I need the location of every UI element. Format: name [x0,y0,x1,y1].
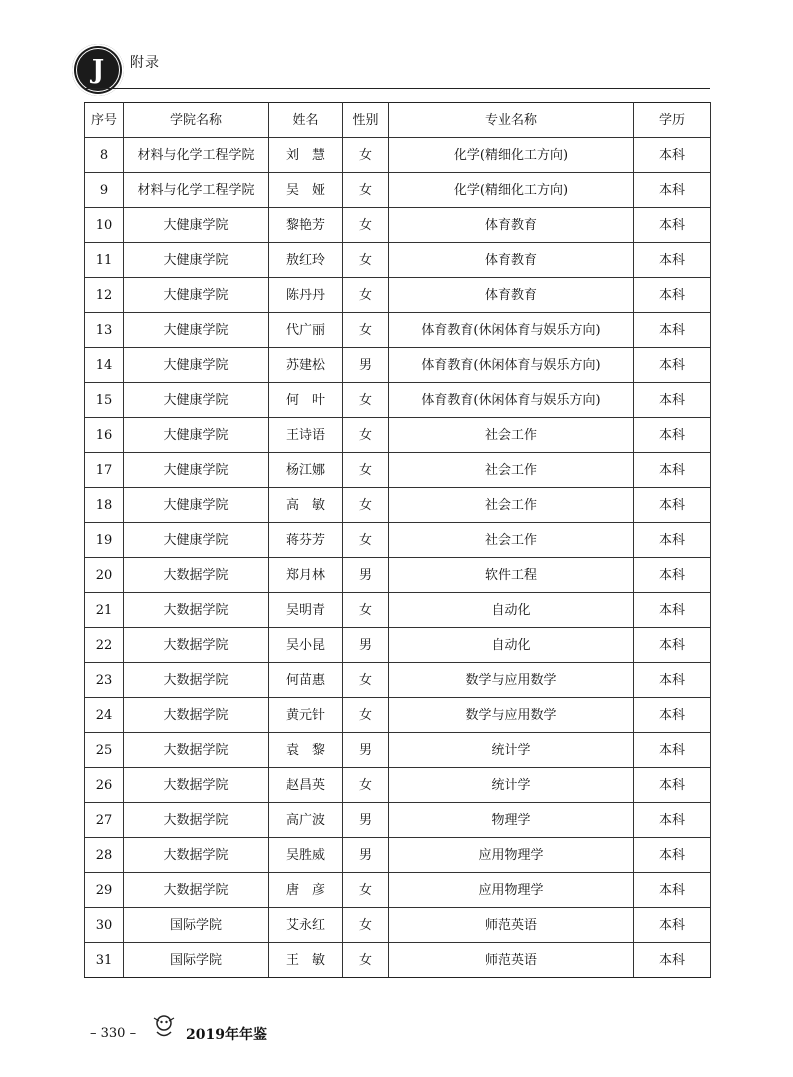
gender-cell: 男 [343,733,389,768]
degree-cell: 本科 [634,138,711,173]
student-name-cell: 唐 彦 [269,873,343,908]
table-row [85,348,711,383]
gender-cell: 女 [343,943,389,978]
table-row [85,768,711,803]
student-name-cell: 吴胜威 [269,838,343,873]
gender-cell: 女 [343,418,389,453]
serial-number-cell: 15 [85,383,124,418]
gender-cell: 女 [343,523,389,558]
gender-cell: 女 [343,208,389,243]
table-row [85,383,711,418]
column-header: 专业名称 [389,103,634,138]
college-name-cell: 大数据学院 [124,873,269,908]
table-row [85,558,711,593]
degree-cell: 本科 [634,313,711,348]
student-name-cell: 蒋芬芳 [269,523,343,558]
degree-cell: 本科 [634,873,711,908]
serial-number-cell: 12 [85,278,124,313]
major-name-cell: 社会工作 [389,488,634,523]
student-name-cell: 何苗惠 [269,663,343,698]
college-name-cell: 大数据学院 [124,558,269,593]
table-row [85,698,711,733]
serial-number-cell: 13 [85,313,124,348]
serial-number-cell: 19 [85,523,124,558]
college-name-cell: 大数据学院 [124,663,269,698]
major-name-cell: 应用物理学 [389,838,634,873]
degree-cell: 本科 [634,418,711,453]
serial-number-cell: 9 [85,173,124,208]
serial-number-cell: 10 [85,208,124,243]
degree-cell: 本科 [634,488,711,523]
degree-cell: 本科 [634,838,711,873]
college-name-cell: 大数据学院 [124,698,269,733]
degree-cell: 本科 [634,208,711,243]
college-name-cell: 大健康学院 [124,313,269,348]
major-name-cell: 师范英语 [389,943,634,978]
degree-cell: 本科 [634,733,711,768]
gender-cell: 男 [343,558,389,593]
college-name-cell: 国际学院 [124,943,269,978]
yearbook-title: 2019年年鉴 [186,1027,267,1043]
table-row [85,488,711,523]
major-name-cell: 体育教育 [389,208,634,243]
table-row [85,313,711,348]
serial-number-cell: 8 [85,138,124,173]
college-name-cell: 大健康学院 [124,453,269,488]
table-row [85,173,711,208]
gender-cell: 女 [343,138,389,173]
college-name-cell: 大健康学院 [124,348,269,383]
gender-cell: 女 [343,768,389,803]
gender-cell: 男 [343,803,389,838]
table-row [85,803,711,838]
degree-cell: 本科 [634,558,711,593]
degree-cell: 本科 [634,348,711,383]
student-name-cell: 吴小昆 [269,628,343,663]
major-name-cell: 社会工作 [389,453,634,488]
degree-cell: 本科 [634,803,711,838]
page-number: – 330 – [90,1026,137,1041]
major-name-cell: 统计学 [389,733,634,768]
gender-cell: 女 [343,383,389,418]
degree-cell: 本科 [634,243,711,278]
gender-cell: 女 [343,593,389,628]
major-name-cell: 软件工程 [389,558,634,593]
college-name-cell: 大健康学院 [124,278,269,313]
major-name-cell: 统计学 [389,768,634,803]
gender-cell: 女 [343,908,389,943]
gender-cell: 女 [343,663,389,698]
student-name-cell: 何 叶 [269,383,343,418]
major-name-cell: 社会工作 [389,523,634,558]
table-header-row [85,103,711,138]
serial-number-cell: 31 [85,943,124,978]
major-name-cell: 体育教育 [389,278,634,313]
major-name-cell: 体育教育(休闲体育与娱乐方向) [389,383,634,418]
student-roster-table [84,102,711,978]
degree-cell: 本科 [634,943,711,978]
major-name-cell: 物理学 [389,803,634,838]
major-name-cell: 体育教育 [389,243,634,278]
major-name-cell: 社会工作 [389,418,634,453]
table-row [85,208,711,243]
college-name-cell: 大健康学院 [124,208,269,243]
serial-number-cell: 14 [85,348,124,383]
degree-cell: 本科 [634,698,711,733]
serial-number-cell: 17 [85,453,124,488]
major-name-cell: 自动化 [389,593,634,628]
table-row [85,943,711,978]
table-row [85,628,711,663]
gender-cell: 女 [343,698,389,733]
serial-number-cell: 18 [85,488,124,523]
table-row [85,873,711,908]
gender-cell: 女 [343,278,389,313]
college-name-cell: 大健康学院 [124,383,269,418]
student-name-cell: 艾永红 [269,908,343,943]
column-header: 姓名 [269,103,343,138]
section-label: 附录 [130,55,160,71]
college-name-cell: 材料与化学工程学院 [124,138,269,173]
major-name-cell: 应用物理学 [389,873,634,908]
degree-cell: 本科 [634,628,711,663]
column-header: 序号 [85,103,124,138]
column-header: 性别 [343,103,389,138]
degree-cell: 本科 [634,383,711,418]
degree-cell: 本科 [634,663,711,698]
gender-cell: 女 [343,453,389,488]
college-name-cell: 大数据学院 [124,733,269,768]
serial-number-cell: 24 [85,698,124,733]
college-name-cell: 大数据学院 [124,838,269,873]
header-divider [84,88,710,89]
college-name-cell: 大数据学院 [124,593,269,628]
table-row [85,733,711,768]
college-name-cell: 大健康学院 [124,488,269,523]
serial-number-cell: 23 [85,663,124,698]
table-row [85,908,711,943]
gender-cell: 男 [343,838,389,873]
student-name-cell: 黎艳芳 [269,208,343,243]
gender-cell: 女 [343,173,389,208]
college-name-cell: 国际学院 [124,908,269,943]
serial-number-cell: 25 [85,733,124,768]
serial-number-cell: 20 [85,558,124,593]
table-row [85,523,711,558]
table-row [85,138,711,173]
table-row [85,663,711,698]
student-name-cell: 黄元针 [269,698,343,733]
student-name-cell: 高广波 [269,803,343,838]
student-name-cell: 吴 娅 [269,173,343,208]
degree-cell: 本科 [634,278,711,313]
column-header: 学院名称 [124,103,269,138]
college-name-cell: 大健康学院 [124,523,269,558]
major-name-cell: 化学(精细化工方向) [389,138,634,173]
serial-number-cell: 30 [85,908,124,943]
college-name-cell: 大数据学院 [124,628,269,663]
logo-glyph: J [91,55,105,85]
degree-cell: 本科 [634,173,711,208]
student-name-cell: 赵昌英 [269,768,343,803]
college-name-cell: 材料与化学工程学院 [124,173,269,208]
college-name-cell: 大健康学院 [124,243,269,278]
column-header: 学历 [634,103,711,138]
degree-cell: 本科 [634,908,711,943]
student-name-cell: 陈丹丹 [269,278,343,313]
student-name-cell: 杨江娜 [269,453,343,488]
table-row [85,278,711,313]
student-name-cell: 高 敏 [269,488,343,523]
major-name-cell: 化学(精细化工方向) [389,173,634,208]
gender-cell: 女 [343,243,389,278]
student-name-cell: 代广丽 [269,313,343,348]
student-name-cell: 王 敏 [269,943,343,978]
major-name-cell: 体育教育(休闲体育与娱乐方向) [389,348,634,383]
serial-number-cell: 21 [85,593,124,628]
table-row [85,453,711,488]
gender-cell: 女 [343,873,389,908]
student-name-cell: 王诗语 [269,418,343,453]
serial-number-cell: 27 [85,803,124,838]
serial-number-cell: 26 [85,768,124,803]
serial-number-cell: 28 [85,838,124,873]
mascot-icon [150,1012,178,1040]
gender-cell: 男 [343,628,389,663]
college-name-cell: 大数据学院 [124,803,269,838]
major-name-cell: 数学与应用数学 [389,698,634,733]
gender-cell: 女 [343,488,389,523]
table-row [85,243,711,278]
degree-cell: 本科 [634,523,711,558]
student-name-cell: 苏建松 [269,348,343,383]
major-name-cell: 体育教育(休闲体育与娱乐方向) [389,313,634,348]
table-row [85,418,711,453]
serial-number-cell: 11 [85,243,124,278]
student-name-cell: 刘 慧 [269,138,343,173]
major-name-cell: 自动化 [389,628,634,663]
college-name-cell: 大健康学院 [124,418,269,453]
degree-cell: 本科 [634,453,711,488]
degree-cell: 本科 [634,768,711,803]
table-body [85,138,711,978]
serial-number-cell: 29 [85,873,124,908]
student-name-cell: 郑月林 [269,558,343,593]
gender-cell: 女 [343,313,389,348]
serial-number-cell: 16 [85,418,124,453]
student-name-cell: 敖红玲 [269,243,343,278]
table-row [85,838,711,873]
serial-number-cell: 22 [85,628,124,663]
gender-cell: 男 [343,348,389,383]
major-name-cell: 师范英语 [389,908,634,943]
student-name-cell: 吴明青 [269,593,343,628]
degree-cell: 本科 [634,593,711,628]
college-name-cell: 大数据学院 [124,768,269,803]
table-row [85,593,711,628]
major-name-cell: 数学与应用数学 [389,663,634,698]
student-name-cell: 袁 黎 [269,733,343,768]
